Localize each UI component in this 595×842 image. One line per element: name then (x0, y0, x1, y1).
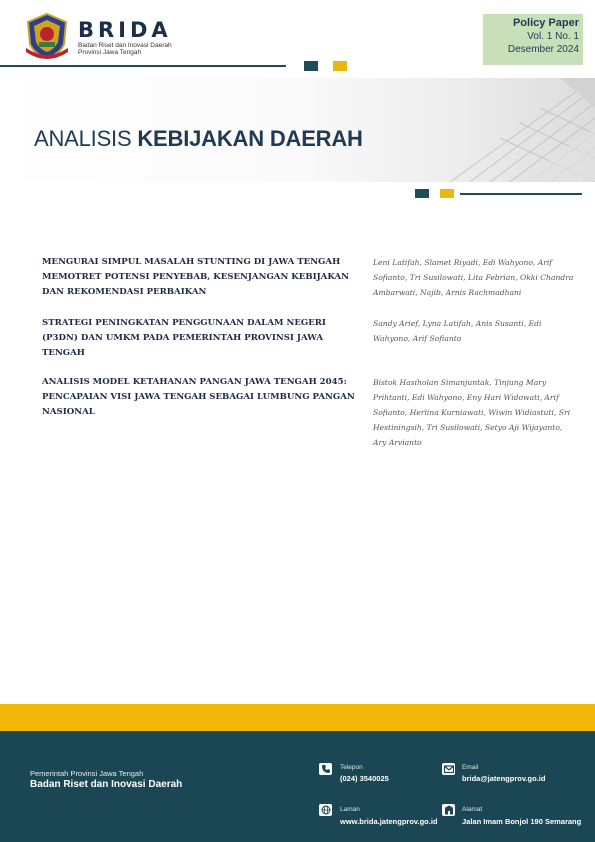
header-divider (0, 65, 286, 67)
policy-paper-box (483, 14, 583, 65)
banner-title (34, 126, 363, 152)
gold-accent-square (333, 61, 347, 71)
article-title-1: MENGURAI SIMPUL MASALAH STUNTING DI JAWA TENGAH MEMOTRET POTENSI PENYEBAB, KESENJANGAN KEBIJAKAN DAN REKOMENDASI PERBAIKAN (42, 257, 349, 297)
article-title-2: STRATEGI PENINGKATAN PENGGUNAAN DALAM NEGERI (P3DN) DAN UMKM PADA PEMERINTAH PROVINSI JAWA TENGAH (42, 318, 326, 358)
website-link[interactable]: www.brida.jatengprov.go.id (340, 817, 438, 826)
phone-number[interactable]: (024) 3540025 (340, 774, 389, 783)
teal-accent-square (304, 61, 318, 71)
banner-title-bold: KEBIJAKAN DAERAH (137, 126, 363, 151)
phone-icon (319, 763, 332, 775)
banner-divider (460, 193, 582, 195)
web-label: Laman (340, 806, 360, 813)
email-icon (442, 763, 455, 775)
footer-government: Pemerintah Provinsi Jawa Tengah (30, 769, 144, 778)
policy-paper-label: Policy Paper (512, 17, 579, 29)
email-address[interactable]: brida@jatengprov.go.id (462, 774, 546, 783)
address-text: Jalan Imam Bonjol 190 Semarang (462, 817, 582, 826)
globe-icon (319, 804, 332, 816)
brand-subtitle: Badan Riset dan Inovasi Daerah (78, 42, 172, 49)
article-title-3: ANALISIS MODEL KETAHANAN PANGAN JAWA TENGAH 2045: PENCAPAIAN VISI JAWA TENGAH SEBAGAI LUMBUNG PANGAN NASIONAL (42, 377, 355, 417)
issue-date: Desember 2024 (507, 44, 579, 55)
email-label: Email (462, 764, 479, 771)
article-authors-3: Bistok Hasiholan Simanjuntak, Tinjung Mary Prihtanti, Edi Wahyono, Eny Hari Widowati, Arif Sofianto, Herlina Kurniawati, Wiwin Widiastuti, Sri Hestiningsih, Tri Susilowati, Setyo Aji Wijayanto, Ary Arvianto (373, 378, 571, 447)
teal-accent-square (415, 189, 429, 198)
footer-organization: Badan Riset dan Inovasi Daerah (30, 779, 183, 790)
banner-title-light: ANALISIS (34, 126, 138, 151)
phone-label: Telepon (340, 764, 363, 771)
building-icon (442, 804, 455, 816)
gold-accent-square (440, 189, 454, 198)
footer (0, 731, 595, 842)
volume-label: Vol. 1 No. 1 (527, 31, 579, 42)
central-java-emblem-icon (24, 12, 70, 60)
brand-province: Provinsi Jawa Tengah (78, 49, 142, 56)
footer-gold-band (0, 704, 595, 731)
brand-title: BRIDA (78, 18, 172, 42)
address-label: Alamat (462, 806, 483, 813)
article-authors-2: Sandy Arief, Lyna Latifah, Anis Susanti, Edi Wahyono, Arif Sofianto (373, 319, 542, 343)
article-authors-1: Leni Latifah, Slamet Riyadi, Edi Wahyono, Arif Sofianto, Tri Susilowati, Lita Febrian, Okki Chandra Ambarwati, Najib, Arnis Rachmadhani (373, 258, 574, 297)
